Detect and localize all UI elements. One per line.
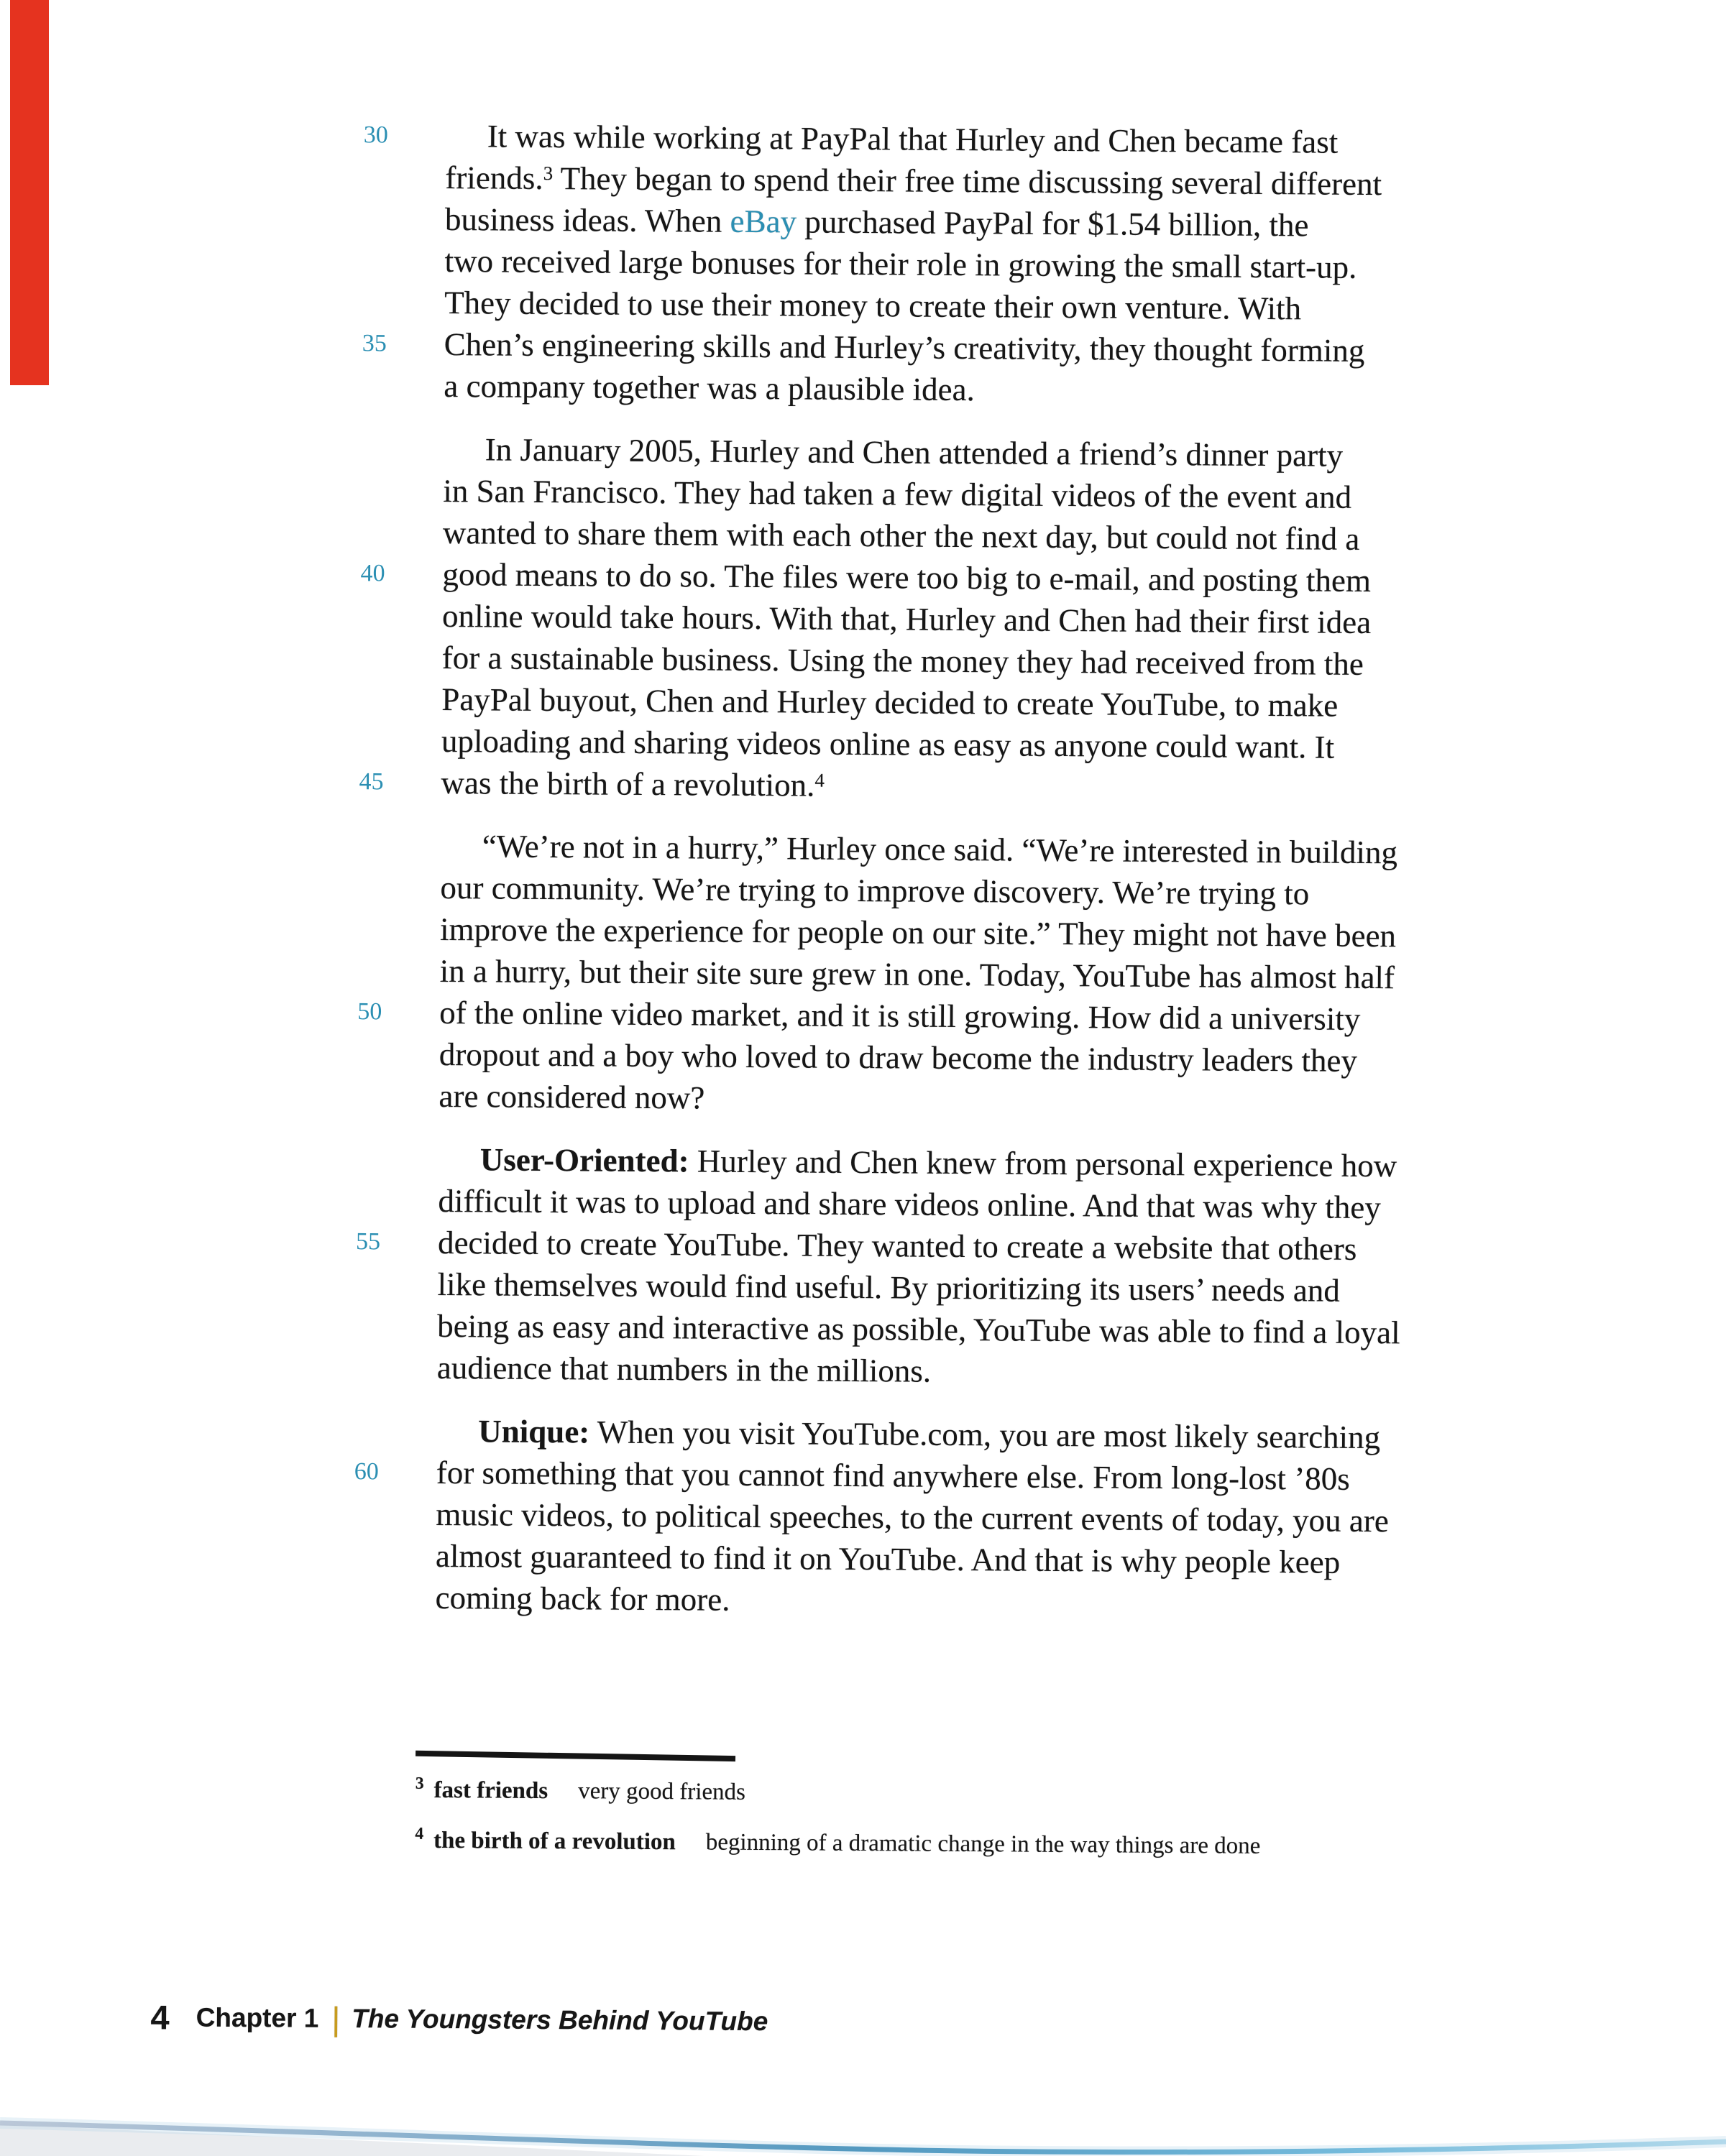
passage-text: business ideas. When [444, 201, 730, 239]
passage-text: purchased PayPal for $1.54 billion, the [796, 203, 1309, 244]
passage-line: decided to create YouTube. They wanted to create a website that others [437, 1224, 1357, 1267]
passage-line: online would take hours. With that, Hurley and Chen had their first idea [441, 597, 1372, 641]
passage-text: They began to spend their free time discussing several different [552, 160, 1382, 203]
passage-line: like themselves would find useful. By prioritizing its users’ needs and [437, 1266, 1340, 1309]
paragraph-4-user-oriented [355, 1138, 1560, 1396]
passage-line: uploading and sharing videos online as easy as anyone could want. It [441, 722, 1335, 765]
passage-text: friends. [445, 159, 543, 196]
passage-line: almost guaranteed to find it on YouTube. And that is why people keep [435, 1537, 1341, 1580]
line-number-55: 55 [355, 1228, 381, 1256]
reading-passage [354, 115, 1567, 1626]
passage-line: coming back for more. [435, 1579, 730, 1618]
line-number-50: 50 [357, 998, 382, 1026]
line-number-30: 30 [363, 121, 388, 149]
passage-line [441, 762, 1562, 811]
footnote-4-term: the birth of a revolution [433, 1827, 676, 1856]
bottom-page-edge-swoosh [0, 2106, 1726, 2156]
paragraph-1 [362, 115, 1567, 415]
passage-line: a company together was a plausible idea. [444, 367, 976, 408]
footnotes-section [415, 1751, 1494, 1864]
footnote-ref-4: 4 [814, 769, 825, 791]
passage-line: dropout and a boy who loved to draw become the industry leaders they [439, 1036, 1358, 1079]
footer-separator-bar: | [331, 1999, 341, 2037]
passage-line: our community. We’re trying to improve discovery. We’re trying to [440, 869, 1310, 912]
passage-line: It was while working at PayPal that Hurley and Chen became fast [487, 118, 1339, 160]
footnote-4-definition: beginning of a dramatic change in the way things are done [705, 1829, 1261, 1859]
passage-text: was the birth of a revolution. [441, 764, 815, 803]
line-number-35: 35 [362, 330, 387, 357]
paragraph-5-unique [354, 1410, 1558, 1626]
chapter-title: The Youngsters Behind YouTube [352, 2003, 768, 2036]
passage-line: are considered now? [439, 1077, 705, 1116]
passage-line: audience that numbers in the millions. [436, 1349, 932, 1389]
footnote-3 [416, 1767, 1494, 1814]
footnote-4-number: 4 [415, 1824, 424, 1843]
passage-line [445, 198, 1566, 248]
line-number-40: 40 [360, 560, 385, 587]
footnote-divider-rule [416, 1751, 735, 1761]
footnote-3-term: fast friends [433, 1777, 548, 1804]
paragraph-3 [357, 825, 1562, 1125]
unique-lead: Unique: [478, 1413, 590, 1450]
passage-line: good means to do so. The files were too big to e-mail, and posting them [442, 556, 1372, 599]
passage-text: Hurley and Chen knew from personal experience how [689, 1143, 1397, 1184]
passage-text: When you visit YouTube.com, you are most likely searching [589, 1414, 1381, 1456]
page-number: 4 [150, 1998, 170, 2037]
passage-line: In January 2005, Hurley and Chen attended a friend’s dinner party [485, 431, 1344, 474]
passage-line: for something that you cannot find anywhere else. From long-lost ’80s [436, 1454, 1350, 1497]
chapter-label: Chapter 1 [196, 2002, 319, 2033]
passage-line: two received large bonuses for their role in growing the small start-up. [444, 242, 1357, 285]
passage-line: wanted to share them with each other the next day, but could not find a [442, 514, 1360, 557]
passage-line: in San Francisco. They had taken a few digital videos of the event and [443, 472, 1352, 515]
ebay-highlight: eBay [730, 203, 797, 240]
passage-line: being as easy and interactive as possible, YouTube was able to find a loyal [437, 1307, 1400, 1351]
paragraph-2 [359, 428, 1565, 811]
footnote-ref-3: 3 [543, 162, 554, 185]
footnote-3-definition: very good friends [578, 1778, 746, 1805]
passage-line: music videos, to political speeches, to the current events of today, you are [436, 1496, 1389, 1539]
footnote-4 [415, 1818, 1493, 1864]
line-number-60: 60 [354, 1458, 379, 1485]
passage-line: PayPal buyout, Chen and Hurley decided to create YouTube, to make [441, 681, 1339, 724]
passage-line: “We’re not in a hurry,” Hurley once said. “We’re interested in building [482, 828, 1398, 871]
footnote-3-number: 3 [415, 1774, 424, 1793]
passage-line: improve the experience for people on our site.” They might not have been [439, 911, 1397, 954]
passage-line [445, 157, 1566, 206]
line-number-45: 45 [359, 768, 384, 796]
page-footer [150, 1997, 768, 2041]
passage-line [439, 1138, 1560, 1188]
passage-line: of the online video market, and it is still growing. How did a university [439, 994, 1361, 1037]
passage-line: They decided to use their money to create their own venture. With [444, 284, 1302, 327]
passage-line: for a sustainable business. Using the money they had received from the [441, 639, 1364, 682]
passage-line: difficult it was to upload and share videos online. And that was why they [438, 1182, 1382, 1226]
user-oriented-lead: User-Oriented: [479, 1141, 689, 1179]
passage-line [436, 1410, 1558, 1460]
passage-line: Chen’s engineering skills and Hurley’s creativity, they thought forming [444, 326, 1365, 369]
passage-line: in a hurry, but their site sure grew in one. Today, YouTube has almost half [439, 952, 1395, 996]
